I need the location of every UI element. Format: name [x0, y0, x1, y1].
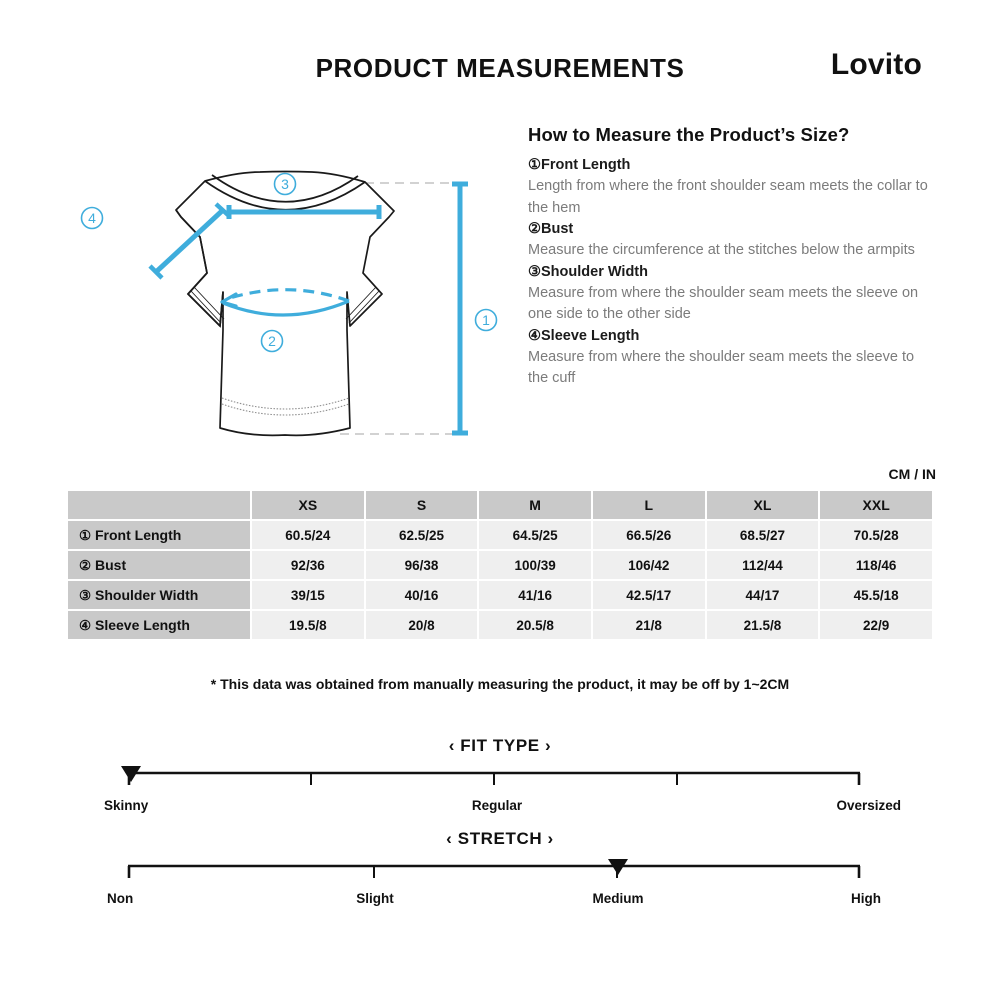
- table-head-size-m: M: [479, 491, 591, 519]
- how-to-measure-title: How to Measure the Product’s Size?: [528, 124, 850, 145]
- how-to-item: [528, 262, 928, 326]
- fit-label-regular: Regular: [471, 798, 523, 813]
- row-marker: ④: [79, 617, 92, 633]
- table-cell: 96/38: [366, 551, 478, 579]
- table-cell: 112/44: [707, 551, 819, 579]
- table-head-size-xxl: XXL: [820, 491, 932, 519]
- how-to-item-term: [528, 155, 928, 176]
- how-to-item-description: Measure from where the shoulder seam meets the sleeve on one side to the other side: [528, 284, 919, 322]
- how-to-item: [528, 326, 928, 390]
- table-cell: 66.5/26: [593, 521, 705, 549]
- table-row: [68, 611, 932, 639]
- table-corner-cell: [68, 491, 250, 519]
- fit-type-labels: [0, 798, 1000, 818]
- table-cell: 92/36: [252, 551, 364, 579]
- table-row-label: [68, 551, 250, 579]
- fit-type-title: ‹ FIT TYPE ›: [448, 736, 552, 755]
- how-to-item-marker: ④: [528, 327, 541, 344]
- size-chart-table: [66, 489, 934, 641]
- marker-3-label: 3: [281, 176, 289, 192]
- table-cell: 42.5/17: [593, 581, 705, 609]
- table-cell: 20/8: [366, 611, 478, 639]
- stretch-scale: [0, 829, 1000, 911]
- how-to-item-term-text: Bust: [541, 221, 574, 237]
- stretch-label-slight: Slight: [356, 891, 394, 906]
- table-cell: 20.5/8: [479, 611, 591, 639]
- table-cell: 22/9: [820, 611, 932, 639]
- table-cell: 44/17: [707, 581, 819, 609]
- fit-label-skinny: Skinny: [104, 798, 149, 813]
- how-to-item-term-text: Sleeve Length: [541, 327, 640, 344]
- table-cell: 45.5/18: [820, 581, 932, 609]
- brand-logo: Lovito: [830, 48, 922, 81]
- how-to-item-marker: ②: [528, 221, 541, 237]
- tshirt-technical-drawing: [60, 160, 510, 460]
- row-marker: ③: [79, 587, 92, 603]
- row-label-text: Shoulder Width: [95, 586, 199, 603]
- table-head-size-l: L: [593, 491, 705, 519]
- stretch-label-non: Non: [107, 891, 134, 906]
- stretch-axis: [0, 857, 1000, 891]
- how-to-item-term: [528, 219, 928, 240]
- marker-1-label: 1: [482, 312, 490, 328]
- table-cell: 62.5/25: [366, 521, 478, 549]
- table-cell: 118/46: [820, 551, 932, 579]
- how-to-item-description: Measure the circumference at the stitches below the armpits: [528, 242, 915, 258]
- measurement-disclaimer: * This data was obtained from manually measuring the product, it may be off by 1~2CM: [210, 676, 790, 692]
- row-marker: ②: [79, 557, 92, 573]
- units-label: CM / IN: [888, 466, 936, 482]
- how-to-item-description: Measure from where the shoulder seam meets the sleeve to the cuff: [528, 348, 915, 386]
- stretch-label-high: High: [851, 891, 881, 906]
- table-head-size-xl: XL: [707, 491, 819, 519]
- table-cell: 39/15: [252, 581, 364, 609]
- fit-type-axis-wrap: [0, 764, 1000, 798]
- how-to-item-description: Length from where the front shoulder seam meets the collar to the hem: [528, 178, 928, 216]
- table-cell: 40/16: [366, 581, 478, 609]
- stretch-labels: [0, 891, 1000, 911]
- table-head-size-s: S: [366, 491, 478, 519]
- table-row: [68, 581, 932, 609]
- page-title: PRODUCT MEASUREMENTS: [315, 53, 685, 83]
- how-to-measure-panel: [528, 124, 928, 390]
- row-label-text: Front Length: [95, 526, 182, 543]
- table-row-label: [68, 611, 250, 639]
- row-label-text: Bust: [95, 556, 127, 573]
- stretch-label-medium: Medium: [592, 891, 644, 906]
- table-cell: 21/8: [593, 611, 705, 639]
- garment-diagram: [60, 160, 510, 460]
- stretch-axis-wrap: [0, 857, 1000, 891]
- how-to-item: [528, 219, 928, 262]
- row-marker: ①: [79, 527, 92, 543]
- table-row: [68, 521, 932, 549]
- table-cell: 64.5/25: [479, 521, 591, 549]
- fit-label-oversized: Oversized: [836, 798, 901, 813]
- how-to-item-term: [528, 262, 928, 283]
- fit-type-axis: [0, 764, 1000, 798]
- marker-4-label: 4: [88, 210, 96, 226]
- fit-type-scale: [0, 736, 1000, 818]
- how-to-item-marker: ①: [528, 157, 541, 173]
- table-cell: 19.5/8: [252, 611, 364, 639]
- row-label-text: Sleeve Length: [95, 616, 190, 633]
- table-cell: 106/42: [593, 551, 705, 579]
- table-cell: 100/39: [479, 551, 591, 579]
- table-row-label: [68, 581, 250, 609]
- stretch-title: ‹ STRETCH ›: [446, 829, 554, 848]
- marker-2-label: 2: [268, 333, 276, 349]
- table-header-row: [68, 491, 932, 519]
- how-to-item-term-text: Front Length: [541, 157, 631, 173]
- table-cell: 60.5/24: [252, 521, 364, 549]
- table-cell: 41/16: [479, 581, 591, 609]
- table-row: [68, 551, 932, 579]
- how-to-item-term: [528, 326, 928, 347]
- table-cell: 21.5/8: [707, 611, 819, 639]
- how-to-item-term-text: Shoulder Width: [541, 263, 648, 280]
- table-row-label: [68, 521, 250, 549]
- table-cell: 70.5/28: [820, 521, 932, 549]
- how-to-item-marker: ③: [528, 263, 541, 280]
- how-to-measure-list: [528, 155, 928, 390]
- how-to-item: [528, 155, 928, 219]
- table-cell: 68.5/27: [707, 521, 819, 549]
- table-head-size-xs: XS: [252, 491, 364, 519]
